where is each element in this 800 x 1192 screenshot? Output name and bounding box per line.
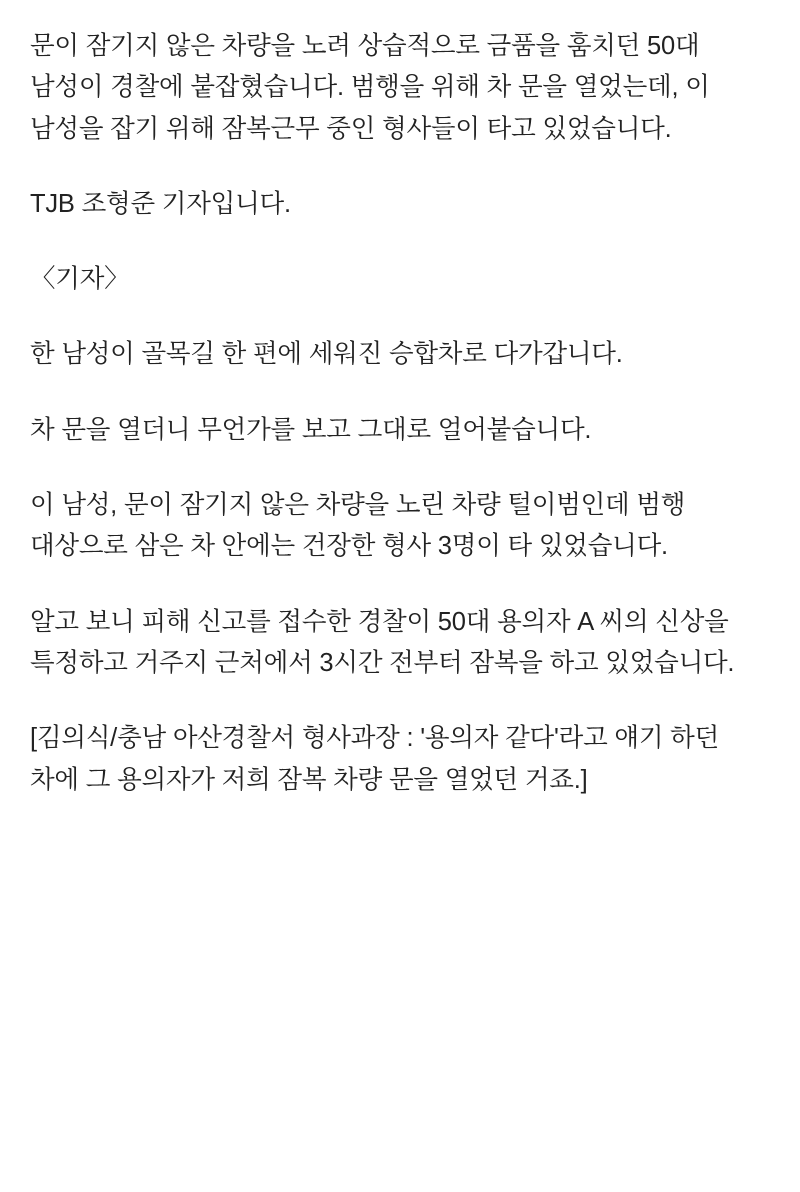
article-paragraph: 이 남성, 문이 잠기지 않은 차량을 노린 차량 털이범인데 범행 대상으로 삼은 차 안에는 건장한 형사 3명이 타 있었습니다. xyxy=(30,491,693,561)
article-paragraph: 〈기자〉 xyxy=(30,265,130,294)
article-paragraph: 알고 보니 피해 신고를 접수한 경찰이 50대 용의자 A 씨의 신상을 특정하고 거주지 근처에서 3시간 전부터 잠복을 하고 있었습니다. xyxy=(30,607,736,677)
article-paragraph: 한 남성이 골목길 한 편에 세워진 승합차로 다가갑니다. xyxy=(30,340,623,369)
article-quote-paragraph: [김의식/충남 아산경찰서 형사과장 : '용의자 같다'라고 얘기 하던 차에 그 용의자가 저희 잠복 차량 문을 열었던 거죠.] xyxy=(30,724,726,794)
article-paragraph: 차 문을 열더니 무언가를 보고 그대로 얼어붙습니다. xyxy=(30,415,592,444)
article-paragraph: TJB 조형준 기자입니다. xyxy=(30,189,291,218)
article-paragraph: 문이 잠기지 않은 차량을 노려 상습적으로 금품을 훔치던 50대 남성이 경찰에 붙잡혔습니다. 범행을 위해 차 문을 열었는데, 이 남성을 잡기 위해 잠복근무 중인 형사들이 타고 있었습니다. xyxy=(30,32,717,143)
